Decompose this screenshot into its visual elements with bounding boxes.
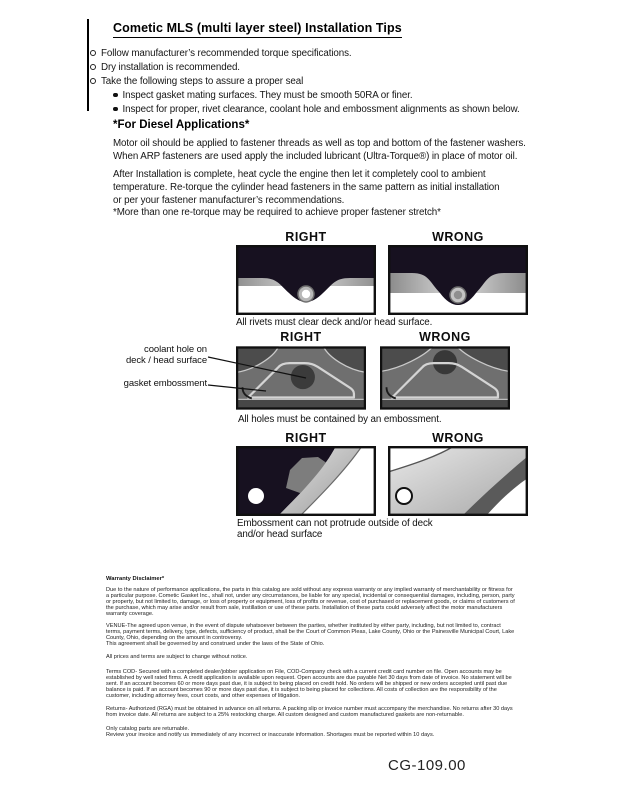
sub-bullet-text: Inspect gasket mating surfaces. They must be smooth 50RA or finer. <box>122 89 413 101</box>
label-line: coolant hole on <box>144 344 207 355</box>
diesel-paragraph-1 <box>113 137 526 163</box>
paragraph-line: or per your fastener manufacturer’s recommendations. <box>113 195 345 206</box>
open-bullet-icon <box>90 50 96 56</box>
diagram-row2-wrong-panel <box>380 345 510 411</box>
diagram-row3-right-panel <box>236 446 376 516</box>
warranty-paragraph: Only catalog parts are returnable. <box>106 726 190 732</box>
list-item <box>90 75 303 87</box>
row1-right-label: RIGHT <box>285 230 327 244</box>
coolant-hole-label <box>100 344 207 366</box>
open-bullet-icon <box>90 78 96 84</box>
warranty-paragraph: VENUE-The agreed upon venue, in the event of dispute whatsoever between the parties, whether instituted by either party, including, but not limited to, contract terms, payment terms, delivery, type, defects, sufficiency of product, shall be the Court of Common Pleas, Lake County, Ohio or the Painesville Municipal Court, Lake County, Ohio, depending on the amount in controversy. <box>106 623 515 641</box>
warranty-paragraph: All prices and terms are subject to change without notice. <box>106 654 248 660</box>
list-item <box>113 103 520 115</box>
row1-caption: All rivets must clear deck and/or head surface. <box>236 317 433 328</box>
bullet-text: Take the following steps to assure a proper seal <box>101 75 304 87</box>
warranty-paragraph: This agreement shall be governed by and construed under the laws of the State of Ohio. <box>106 641 325 647</box>
warranty-heading: Warranty Disclaimer* <box>106 576 165 582</box>
filled-bullet-icon <box>113 93 118 98</box>
row2-right-label: RIGHT <box>280 330 322 344</box>
paragraph-line: temperature. Re-torque the cylinder head fasteners in the same pattern as initial installation <box>113 182 500 193</box>
gasket-embossment-label: gasket embossment <box>123 378 207 389</box>
bullet-text: Follow manufacturer’s recommended torque specifications. <box>101 47 352 59</box>
warranty-paragraph: Returns- Authorized (RGA) must be obtained in advance on all returns. A packing slip or invoice number must accompany the merchandise. No returns after 30 days from invoice date. All returns are subject to a 25% restocking charge. All custom designed and custom manufactured gaskets are non-returnable. <box>106 706 513 718</box>
paragraph-line: When ARP fasteners are used apply the included lubricant (Ultra-Torque®) in place of motor oil. <box>113 151 518 162</box>
warranty-disclaimer <box>106 576 516 738</box>
diagram-row1-wrong-panel <box>388 245 528 315</box>
row3-caption <box>237 518 433 540</box>
page-title: Cometic MLS (multi layer steel) Installation Tips <box>113 21 402 38</box>
diagram-row1-right-panel <box>236 245 376 315</box>
open-bullet-icon <box>90 64 96 70</box>
paragraph-line: After Installation is complete, heat cycle the engine then let it completely cool to ambient <box>113 169 486 180</box>
page-code: CG-109.00 <box>388 757 466 774</box>
diesel-heading: *For Diesel Applications* <box>113 119 250 131</box>
label-line: deck / head surface <box>125 355 207 366</box>
row1-wrong-label: WRONG <box>432 230 484 244</box>
row3-right-label: RIGHT <box>285 431 327 445</box>
row2-caption: All holes must be contained by an embossment. <box>238 414 442 425</box>
retorque-note: *More than one re-torque may be required to achieve proper fastener stretch* <box>113 207 441 218</box>
list-item <box>113 89 413 101</box>
list-item <box>90 61 240 73</box>
paragraph-line: Motor oil should be applied to fastener threads as well as top and bottom of the fastener washers. <box>113 138 526 149</box>
row2-wrong-label: WRONG <box>419 330 471 344</box>
sub-bullet-text: Inspect for proper, rivet clearance, coolant hole and embossment alignments as shown below. <box>122 103 520 115</box>
left-margin-rule <box>87 19 89 111</box>
bolt-hole <box>396 488 412 504</box>
warranty-paragraph: Review your invoice and notify us immediately of any incorrect or inaccurate information. Shortages must be reported within 10 days. <box>106 732 435 738</box>
leader-lines <box>204 348 316 400</box>
caption-line: and/or head surface <box>237 529 323 540</box>
caption-line: Embossment can not protrude outside of deck <box>237 518 433 529</box>
row3-wrong-label: WRONG <box>432 431 484 445</box>
diagram-row3-wrong-panel <box>388 446 528 516</box>
warranty-paragraph: Due to the nature of performance applications, the parts in this catalog are sold without any express warranty or any implied warranty of merchantability or fitness for a particular purpose. Cometic Gasket Inc., shall not, under any circumstances, be liable for any special, incidental or consequential damages, including, person, party or property, but not limited to, damage, or loss of property or equipment, loss of profits or revenue, cost of purchased or replacement goods, or claims of customers of the purchase, which may arise and/or result from sale, instillation or use of these parts. Installation of these parts could adversely affect the motor manufacturers warranty coverage. <box>106 587 515 617</box>
list-item <box>90 47 352 59</box>
filled-bullet-icon <box>113 107 118 112</box>
bolt-hole <box>248 488 264 504</box>
diesel-paragraph-2 <box>113 168 500 207</box>
warranty-paragraph: Terms COD- Secured with a completed dealer/jobber application on File, COD-Company check with a current credit card number on file. Open accounts may be established by well rated firms. A credit application is available upon request. Open accounts are due payable Net 30 days from date of invoice. No statement will be sent. If an account becomes 60 or more days past due, it is subject to being placed on credit hold. No orders will be shipped or new orders accepted until past due balance is paid. If an account becomes 90 or more days past due, it is subject to being placed for collections. All costs of collection are the responsibility of the customer, including attorney fees, court costs, and other expenses of litigation. <box>106 669 512 699</box>
bullet-text: Dry installation is recommended. <box>101 61 240 73</box>
